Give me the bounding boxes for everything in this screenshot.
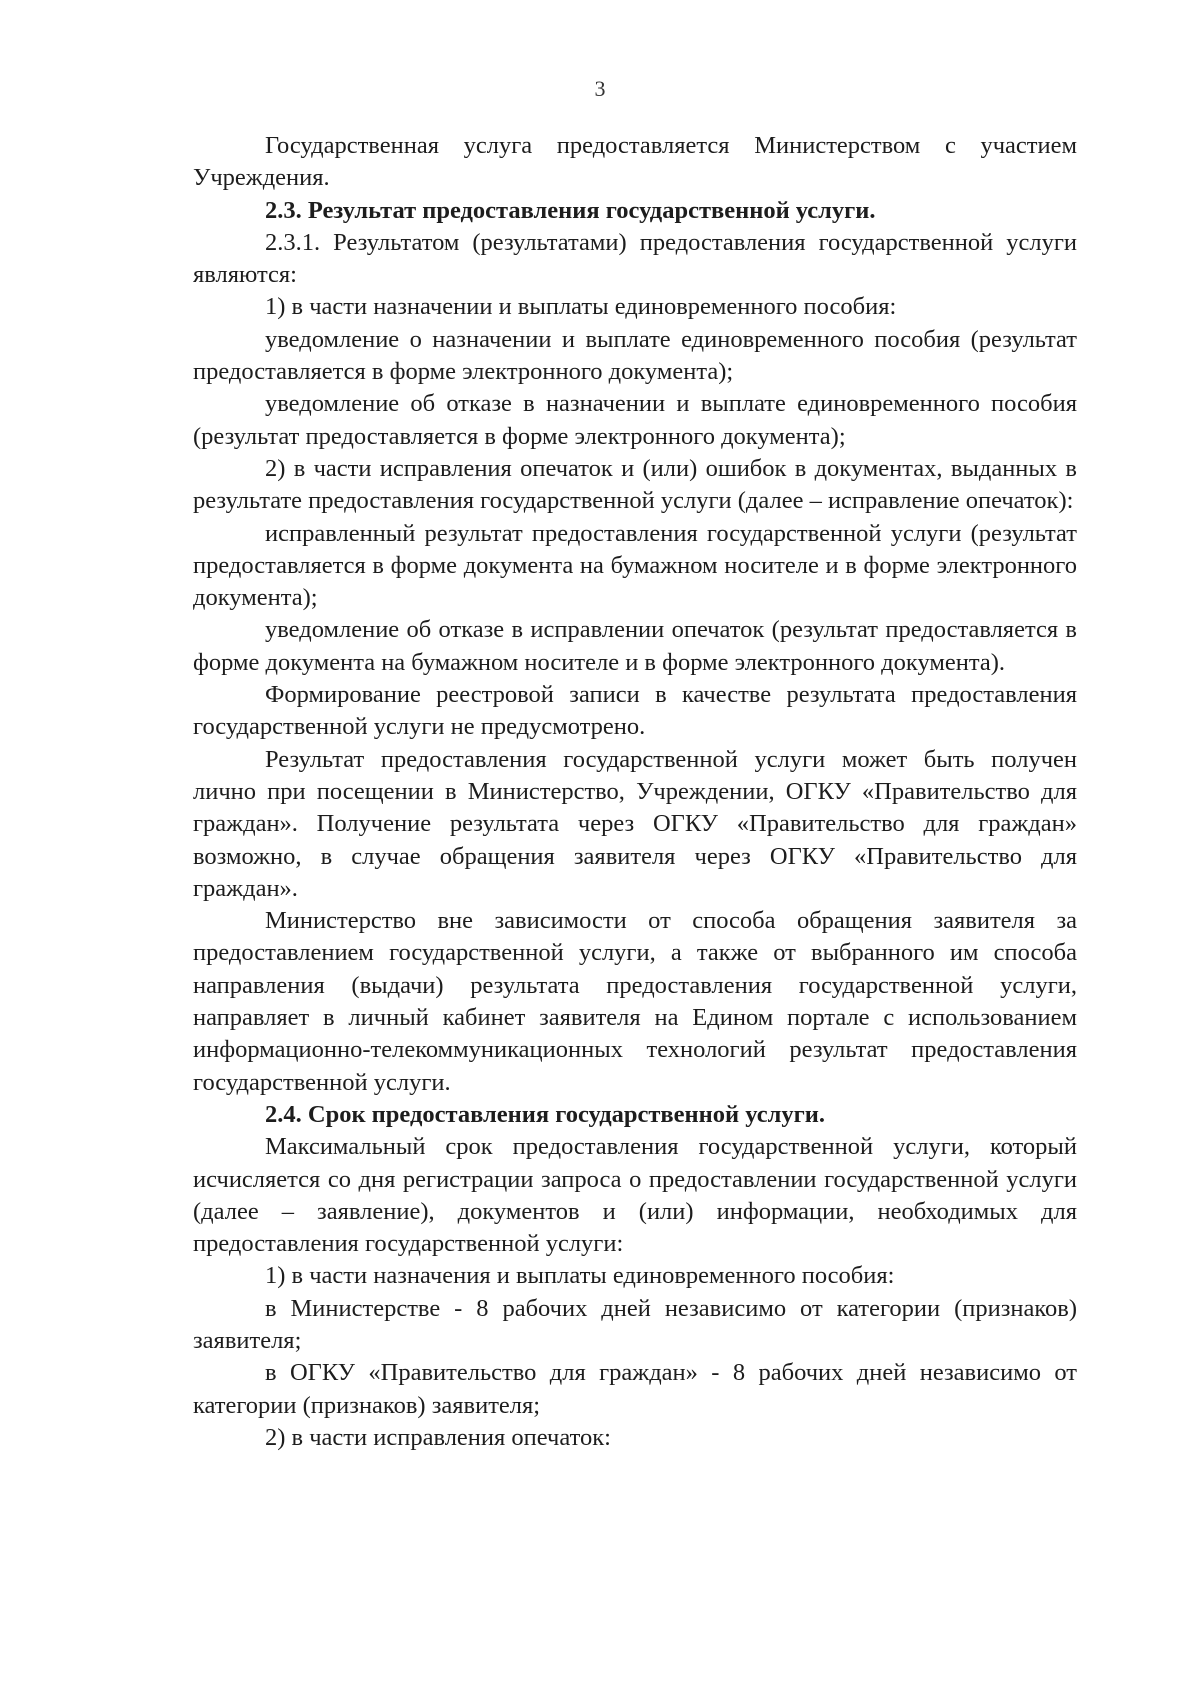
paragraph: Формирование реестровой записи в качестве результата предоставления государственной услуги не предусмотрено. xyxy=(193,681,1077,741)
paragraph: Министерство вне зависимости от способа обращения заявителя за предоставлением государственной услуги, а также от выбранного им способа направления (выдачи) результата предоставления государственной услуги, направляет в личный кабинет заявителя на Едином портале с использованием информационно-телекоммуникационных технологий результат предоставления государственной услуги. xyxy=(193,907,1077,1096)
paragraph: уведомление о назначении и выплате единовременного пособия (результат предоставляется в форме электронного документа); xyxy=(193,325,1077,386)
paragraph: исправленный результат предоставления государственной услуги (результат предоставляется в форме документа на бумажном носителе и в форме электронного документа); xyxy=(193,519,1077,612)
section-heading-2-4: 2.4. Срок предоставления государственной услуги. xyxy=(265,1100,825,1128)
paragraph: в ОГКУ «Правительство для граждан» - 8 рабочих дней независимо от категории (признаков) заявителя; xyxy=(193,1359,1077,1419)
paragraph: Максимальный срок предоставления государственной услуги, который исчисляется со дня регистрации запроса о предоставлении государственной услуги (далее – заявление), документов и (или) информации, необходимых для предоставления государственной услуги: xyxy=(193,1133,1077,1258)
document-body xyxy=(193,130,1077,1454)
page-number: 3 xyxy=(594,76,606,101)
paragraph: Государственная услуга предоставляется Министерством с участием Учреждения. xyxy=(193,132,1077,192)
section-heading-2-3: 2.3. Результат предоставления государственной услуги. xyxy=(265,196,876,224)
paragraph: уведомление об отказе в назначении и выплате единовременного пособия (результат предоставляется в форме электронного документа); xyxy=(193,390,1077,450)
list-item: 1) в части назначения и выплаты единовременного пособия: xyxy=(265,1262,895,1290)
paragraph: 2.3.1. Результатом (результатами) предоставления государственной услуги являются: xyxy=(193,228,1077,289)
paragraph: в Министерстве - 8 рабочих дней независимо от категории (признаков) заявителя; xyxy=(193,1294,1077,1354)
list-item: 2) в части исправления опечаток и (или) ошибок в документах, выданных в результате предоставления государственной услуги (далее – исправление опечаток): xyxy=(193,454,1077,515)
list-item: 1) в части назначении и выплаты единовременного пособия: xyxy=(265,293,897,321)
paragraph: Результат предоставления государственной услуги может быть получен лично при посещении в Министерство, Учреждении, ОГКУ «Правительство для граждан». Получение результата через ОГКУ «Правительство для граждан» возможно, в случае обращения заявителя через ОГКУ «Правительство для граждан». xyxy=(193,745,1077,902)
list-item: 2) в части исправления опечаток: xyxy=(265,1423,611,1451)
paragraph: уведомление об отказе в исправлении опечаток (результат предоставляется в форме документа на бумажном носителе и в форме электронного документа). xyxy=(193,616,1077,676)
